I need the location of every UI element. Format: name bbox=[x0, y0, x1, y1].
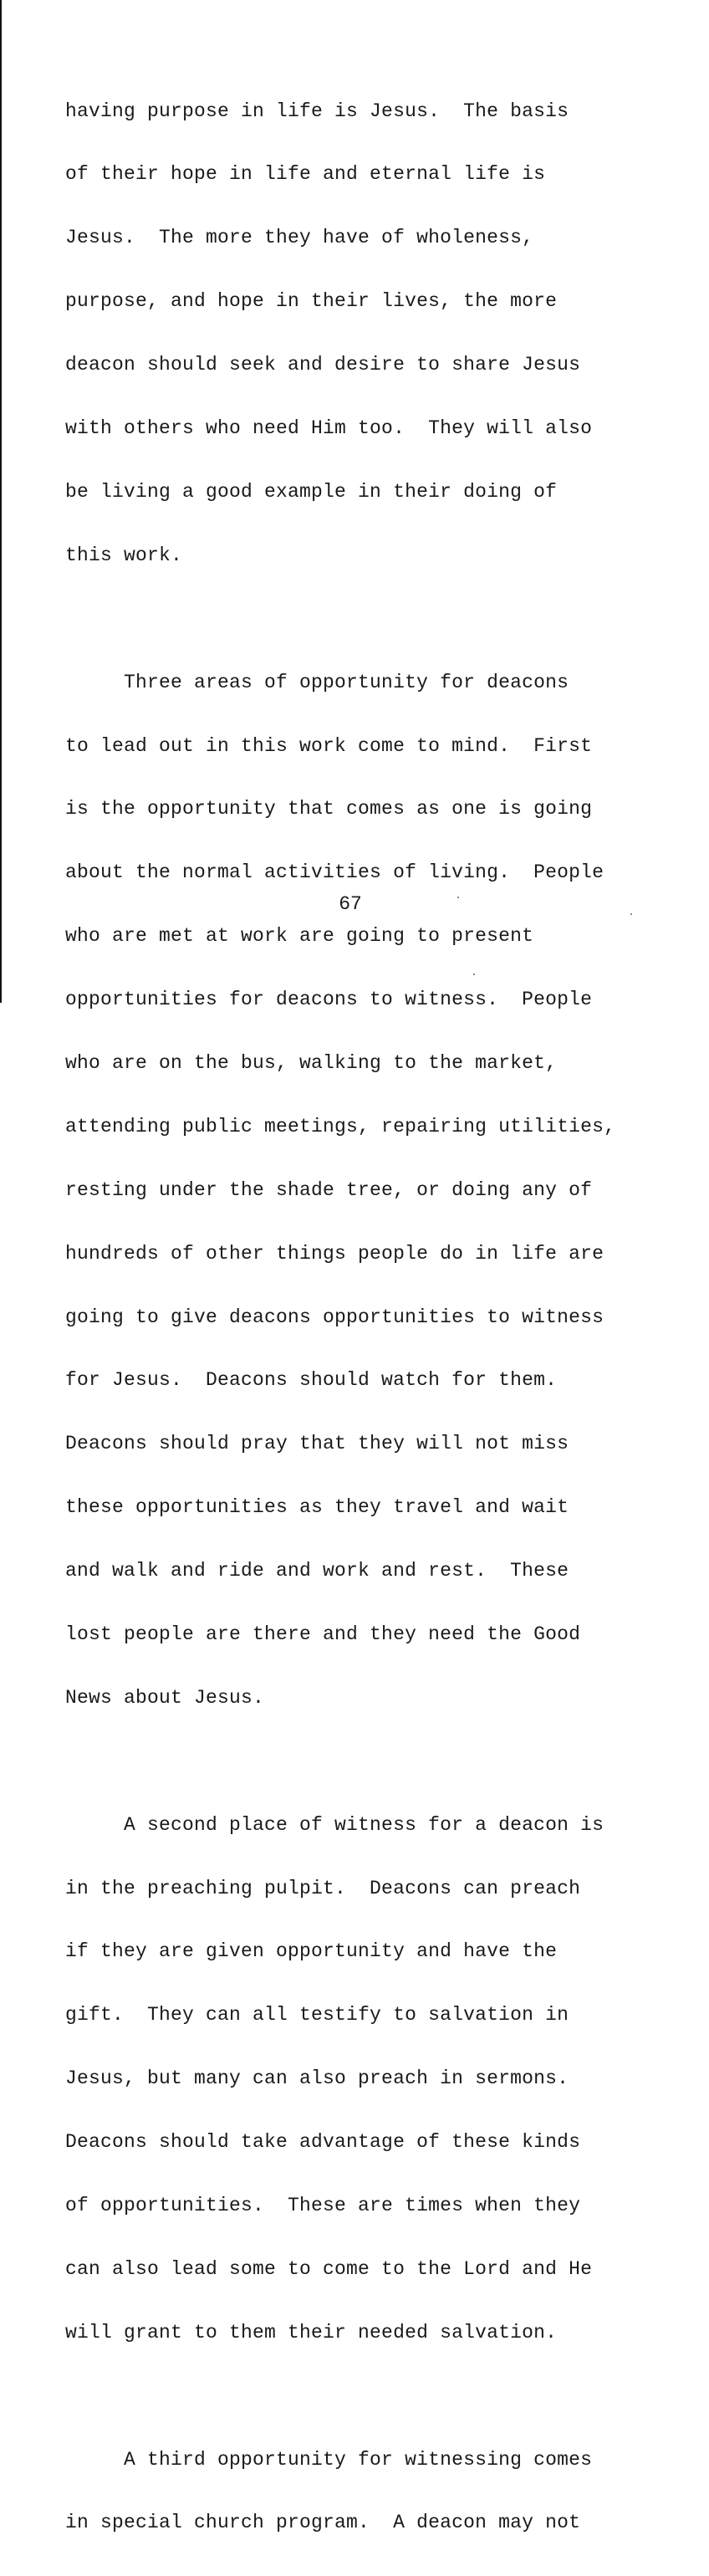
document-body bbox=[65, 59, 701, 2576]
text-line: lost people are there and they need the Good bbox=[65, 1623, 581, 1645]
text-line: in the preaching pulpit. Deacons can preach bbox=[65, 1877, 581, 1899]
text-line: gift. They can all testify to salvation in bbox=[65, 2004, 569, 2027]
text-line: deacon should seek and desire to share Jesus bbox=[65, 354, 581, 376]
text-line: be living a good example in their doing of bbox=[65, 480, 558, 503]
text-line: Three areas of opportunity for deacons bbox=[65, 671, 569, 693]
text-line: going to give deacons opportunities to witness bbox=[65, 1306, 604, 1328]
paragraph-1 bbox=[65, 59, 701, 609]
text-line: for Jesus. Deacons should watch for them. bbox=[65, 1369, 558, 1392]
text-line: Deacons should take advantage of these kinds bbox=[65, 2131, 581, 2154]
scan-speck bbox=[630, 913, 632, 915]
text-line: if they are given opportunity and have the bbox=[65, 1940, 558, 1963]
text-line: will grant to them their needed salvation. bbox=[65, 2321, 558, 2343]
page-number: 67 bbox=[339, 893, 362, 915]
text-line: of opportunities. These are times when they bbox=[65, 2194, 581, 2216]
text-line: News about Jesus. bbox=[65, 1686, 265, 1709]
scan-speck bbox=[473, 974, 475, 975]
text-line: of their hope in life and eternal life is bbox=[65, 163, 546, 186]
text-line: resting under the shade tree, or doing any of bbox=[65, 1178, 593, 1201]
text-line: A third opportunity for witnessing comes bbox=[65, 2448, 593, 2471]
scan-speck bbox=[457, 897, 459, 898]
text-line: and walk and ride and work and rest. These bbox=[65, 1560, 569, 1582]
text-line: Jesus, but many can also preach in sermons. bbox=[65, 2067, 569, 2090]
text-line: in special church program. A deacon may not bbox=[65, 2512, 581, 2534]
text-line: attending public meetings, repairing utilities, bbox=[65, 1115, 616, 1137]
text-line: with others who need Him too. They will also bbox=[65, 417, 593, 440]
text-line: these opportunities as they travel and wait bbox=[65, 1496, 569, 1519]
text-line: Jesus. The more they have of wholeness, bbox=[65, 227, 534, 249]
paragraph-3 bbox=[65, 1772, 701, 2386]
text-line: who are met at work are going to present bbox=[65, 925, 534, 948]
text-line: to lead out in this work come to mind. First bbox=[65, 734, 593, 757]
text-line: this work. bbox=[65, 544, 183, 566]
page-edge-line bbox=[0, 0, 2, 1003]
text-line: is the opportunity that comes as one is going bbox=[65, 798, 593, 820]
text-line: about the normal activities of living. People bbox=[65, 861, 604, 884]
text-line: purpose, and hope in their lives, the more bbox=[65, 290, 558, 313]
paragraph-4 bbox=[65, 2407, 701, 2576]
text-line: Deacons should pray that they will not miss bbox=[65, 1433, 569, 1455]
text-line: having purpose in life is Jesus. The basis bbox=[65, 100, 569, 122]
text-line: A second place of witness for a deacon is bbox=[65, 1813, 604, 1836]
text-line: can also lead some to come to the Lord and He bbox=[65, 2257, 593, 2280]
text-line: opportunities for deacons to witness. People bbox=[65, 989, 593, 1011]
text-line: hundreds of other things people do in life are bbox=[65, 1242, 604, 1265]
paragraph-2 bbox=[65, 630, 701, 1751]
text-line: who are on the bus, walking to the market, bbox=[65, 1051, 558, 1074]
